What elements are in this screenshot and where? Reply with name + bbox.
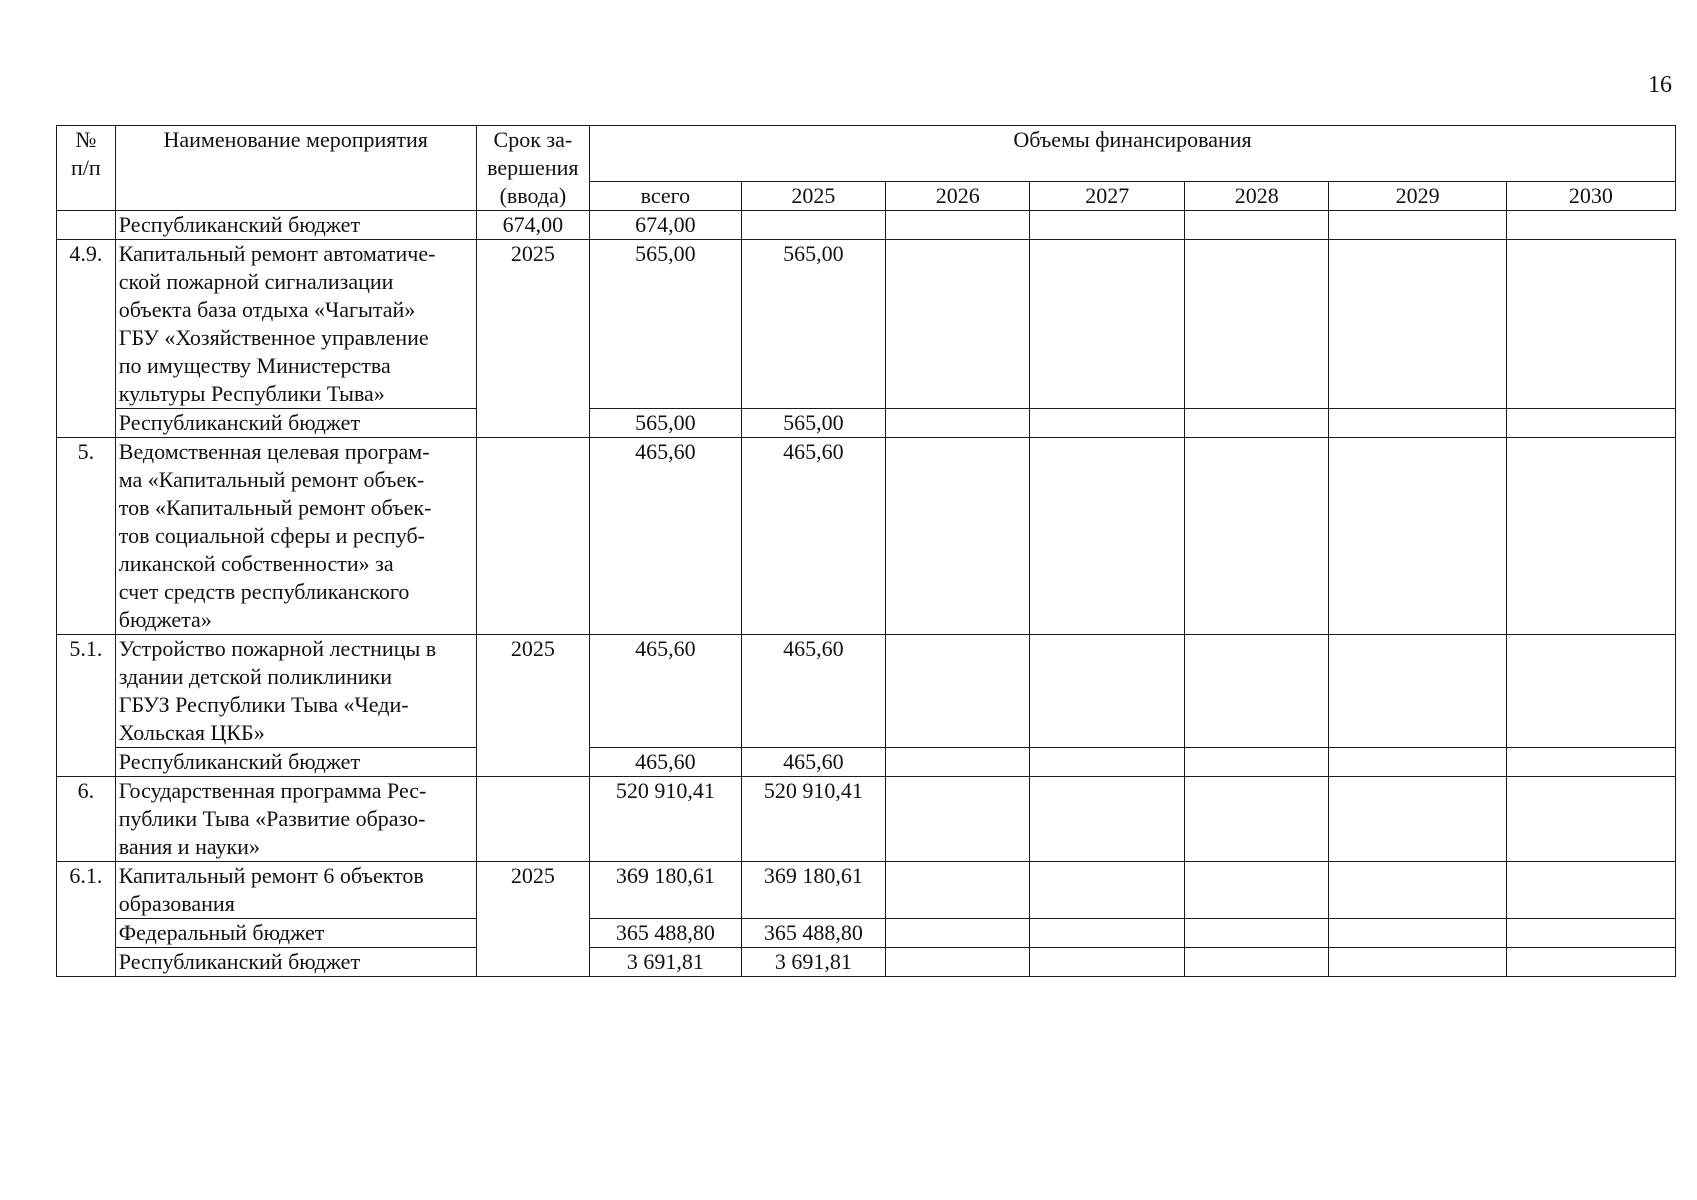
cell-2026 [886,748,1030,777]
header-year: 2027 [1030,181,1185,210]
cell-2030 [1506,409,1675,438]
cell-no [57,211,116,240]
cell-2030 [1329,211,1506,240]
header-name: Наименование мероприятия [115,126,476,211]
cell-name: Республиканский бюджет [115,211,476,240]
cell-deadline: 2025 [476,862,589,977]
cell-2025: 465,60 [741,635,885,748]
cell-2026 [886,240,1030,409]
table-row [57,438,1676,635]
cell-2029 [1329,919,1506,948]
cell-deadline [476,777,589,862]
header-year: 2026 [886,181,1030,210]
cell-total: 365 488,80 [590,919,742,948]
cell-2025: 565,00 [741,240,885,409]
cell-name: Капитальный ремонт автоматиче- ской пожарной сигнализации объекта база отдыха «Чагытай» ГБУ «Хозяйственное управление по имуществу Министерства культуры Республики Тыва» [115,240,476,409]
cell-2026 [886,948,1030,977]
cell-name: Ведомственная целевая програм- ма «Капитальный ремонт объек- тов «Капитальный ремонт объек- тов социальной сферы и респуб- ликанской собственности» за счет средств республиканского бюджета» [115,438,476,635]
cell-2027 [1030,240,1185,409]
cell-2029 [1329,438,1506,635]
table-row [57,635,1676,748]
cell-total: 3 691,81 [590,948,742,977]
cell-2025: 465,60 [741,438,885,635]
header-year: 2025 [741,181,885,210]
cell-no: 6. [57,777,116,862]
cell-total: 465,60 [590,635,742,748]
cell-2028 [1185,748,1329,777]
header-year: 2030 [1506,181,1675,210]
cell-no: 6.1. [57,862,116,977]
cell-total: 520 910,41 [590,777,742,862]
cell-total: 465,60 [590,748,742,777]
cell-2027 [1030,777,1185,862]
cell-2025: 565,00 [741,409,885,438]
cell-2027 [1030,635,1185,748]
header-row-1 [57,126,1676,182]
cell-no: 5.1. [57,635,116,777]
cell-2025: 365 488,80 [741,919,885,948]
cell-2029 [1329,748,1506,777]
cell-2030 [1506,919,1675,948]
cell-2025: 3 691,81 [741,948,885,977]
cell-name: Республиканский бюджет [115,748,476,777]
cell-2028 [1185,777,1329,862]
cell-2029 [1329,240,1506,409]
cell-2028 [1185,948,1329,977]
cell-2030 [1506,748,1675,777]
table-row [57,777,1676,862]
cell-2028 [1185,919,1329,948]
table-row [57,240,1676,409]
cell-deadline: 2025 [476,635,589,777]
header-funding: Объемы финансирования [590,126,1676,182]
cell-2029 [1329,777,1506,862]
cell-2027 [886,211,1030,240]
cell-2028 [1185,635,1329,748]
cell-2026 [886,919,1030,948]
header-deadline: Срок за- вершения (ввода) [476,126,589,211]
table-row [57,409,1676,438]
cell-2030 [1506,438,1675,635]
cell-2026 [886,635,1030,748]
cell-2026 [886,777,1030,862]
cell-2025: 465,60 [741,748,885,777]
cell-no: 5. [57,438,116,635]
header-year: 2028 [1185,181,1329,210]
financing-table [56,125,1676,977]
cell-name: Федеральный бюджет [115,919,476,948]
cell-2025: 674,00 [590,211,742,240]
cell-2028 [1185,409,1329,438]
cell-2026 [886,862,1030,919]
cell-2028 [1030,211,1185,240]
cell-2027 [1030,862,1185,919]
cell-2025: 520 910,41 [741,777,885,862]
cell-deadline: 2025 [476,240,589,438]
cell-2029 [1329,948,1506,977]
cell-2029 [1329,635,1506,748]
cell-no: 4.9. [57,240,116,438]
cell-total: 565,00 [590,240,742,409]
cell-2029 [1329,862,1506,919]
cell-total: 465,60 [590,438,742,635]
cell-name: Государственная программа Рес- публики Тыва «Развитие образо- вания и науки» [115,777,476,862]
cell-2027 [1030,409,1185,438]
header-no: № п/п [57,126,116,211]
table-row [57,862,1676,919]
cell-name: Устройство пожарной лестницы в здании детской поликлиники ГБУЗ Республики Тыва «Чеди- Хольская ЦКБ» [115,635,476,748]
header-year: 2029 [1329,181,1506,210]
cell-2028 [1185,438,1329,635]
cell-2027 [1030,919,1185,948]
cell-2030 [1506,240,1675,409]
cell-2030 [1506,635,1675,748]
cell-2027 [1030,948,1185,977]
cell-total: 565,00 [590,409,742,438]
cell-name: Республиканский бюджет [115,409,476,438]
cell-2029 [1185,211,1329,240]
cell-total: 369 180,61 [590,862,742,919]
cell-name: Республиканский бюджет [115,948,476,977]
table-row [57,948,1676,977]
table-row [57,919,1676,948]
cell-2026 [886,409,1030,438]
cell-2025: 369 180,61 [741,862,885,919]
table-row [57,211,1676,240]
cell-2030 [1506,862,1675,919]
cell-name: Капитальный ремонт 6 объектов образования [115,862,476,919]
cell-2026 [886,438,1030,635]
cell-2028 [1185,862,1329,919]
cell-2028 [1185,240,1329,409]
cell-deadline [476,438,589,635]
cell-2027 [1030,748,1185,777]
cell-2027 [1030,438,1185,635]
cell-total: 674,00 [476,211,589,240]
cell-2030 [1506,948,1675,977]
header-year: всего [590,181,742,210]
table-row [57,748,1676,777]
cell-2026 [741,211,885,240]
page-number: 16 [1648,72,1672,98]
cell-2030 [1506,777,1675,862]
cell-2029 [1329,409,1506,438]
